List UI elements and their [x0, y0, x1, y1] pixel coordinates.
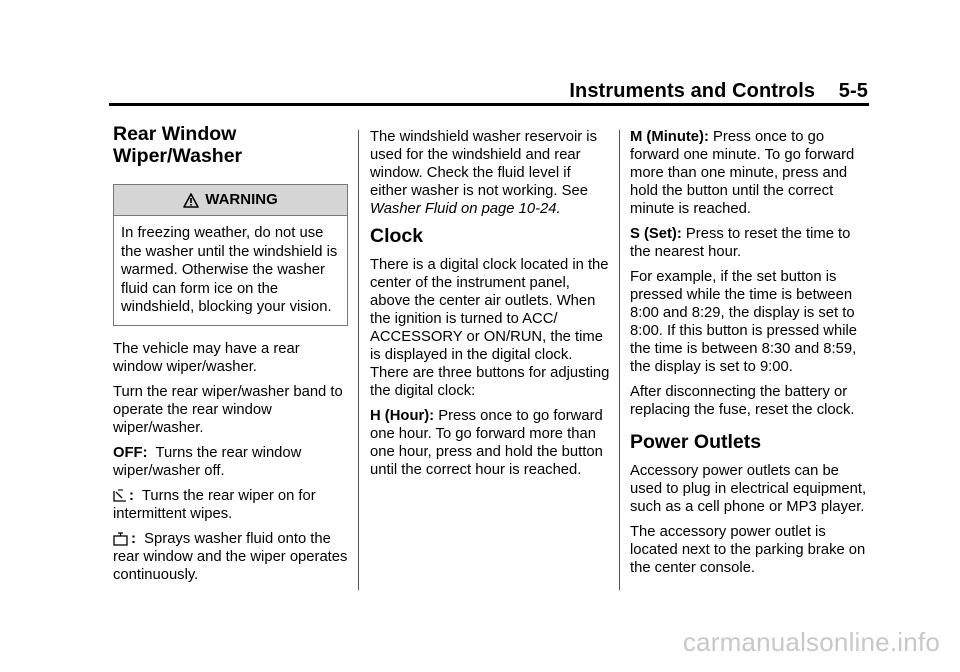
page-header	[569, 80, 868, 103]
column-right	[630, 128, 870, 584]
rear-wiper-intermittent-icon	[113, 489, 127, 503]
intermittent-text: Turns the rear wiper on for intermittent wipes.	[113, 487, 316, 522]
intermittent-item	[113, 487, 348, 523]
minute-text: Press once to go forward one minute. To go forward more than one minute, press and hold the button until the correct minute is reached.	[630, 129, 855, 217]
paragraph: The vehicle may have a rear window wiper/washer.	[113, 340, 300, 375]
paragraph: Accessory power outlets can be used to plug in electrical equipment, such as a cell phone or MP3 player.	[630, 463, 867, 515]
paragraph: Turn the rear wiper/washer band to operate the rear window wiper/washer.	[113, 383, 343, 436]
off-text: Turns the rear window wiper/washer off.	[113, 444, 302, 479]
off-item	[113, 444, 348, 480]
column-divider	[619, 130, 620, 590]
hour-item	[370, 407, 610, 479]
page-number: 5-5	[838, 80, 868, 102]
warning-triangle-icon	[183, 193, 199, 208]
off-label: OFF:	[113, 444, 148, 461]
column-divider	[358, 130, 359, 590]
set-item	[630, 225, 870, 261]
set-text: Press to reset the time to the nearest hour.	[630, 226, 851, 260]
reservoir-paragraph: The windshield washer reservoir is used for the windshield and rear window. Check the fluid level if either washer is not working. See Washer Fluid on page 10-24.	[370, 129, 597, 217]
set-label: S (Set):	[630, 226, 682, 242]
separator: :	[131, 530, 136, 547]
hour-label: H (Hour):	[370, 408, 435, 424]
section-title: Instruments and Controls	[569, 80, 816, 102]
power-outlets-heading: Power Outlets	[630, 431, 762, 453]
rear-washer-icon	[113, 532, 129, 546]
clock-heading: Clock	[370, 225, 424, 247]
warning-text: In freezing weather, do not use the washer until the windshield is warmed. Otherwise the washer fluid can form ice on the windshield, blocking your vision.	[121, 225, 338, 315]
section-heading: Rear Window Wiper/Washer	[113, 123, 243, 167]
cross-reference-link[interactable]: Washer Fluid on page 10-24.	[370, 201, 561, 217]
washer-text: Sprays washer fluid onto the rear window and the wiper operates continuously.	[113, 530, 348, 583]
hour-text: Press once to go forward one hour. To go forward more than one hour, press and hold the button until the correct hour is reached.	[370, 408, 603, 478]
column-middle	[370, 128, 610, 486]
header-rule	[109, 103, 869, 106]
watermark: carmanualsonline.info	[682, 627, 940, 657]
warning-label: WARNING	[205, 191, 278, 208]
warning-header	[114, 185, 347, 216]
washer-item	[113, 530, 348, 584]
paragraph: The accessory power outlet is located next to the parking brake on the center console.	[630, 524, 866, 576]
paragraph: After disconnecting the battery or replacing the fuse, reset the clock.	[630, 384, 855, 418]
paragraph: There is a digital clock located in the center of the instrument panel, above the center air outlets. When the ignition is turned to ACC/ ACCESSORY or ON/RUN, the time is displayed in the digital clock. There are three buttons for adjusting the digital clock:	[370, 257, 610, 399]
separator: :	[129, 487, 134, 504]
paragraph: For example, if the set button is pressed while the time is between 8:00 and 8:29, the display is set to 8:00. If this button is pressed while the time is between 8:30 and 8:59, the display is set to 9:00.	[630, 269, 858, 375]
warning-box	[113, 184, 348, 326]
minute-item	[630, 128, 870, 218]
minute-label: M (Minute):	[630, 129, 709, 145]
column-left	[113, 123, 348, 591]
